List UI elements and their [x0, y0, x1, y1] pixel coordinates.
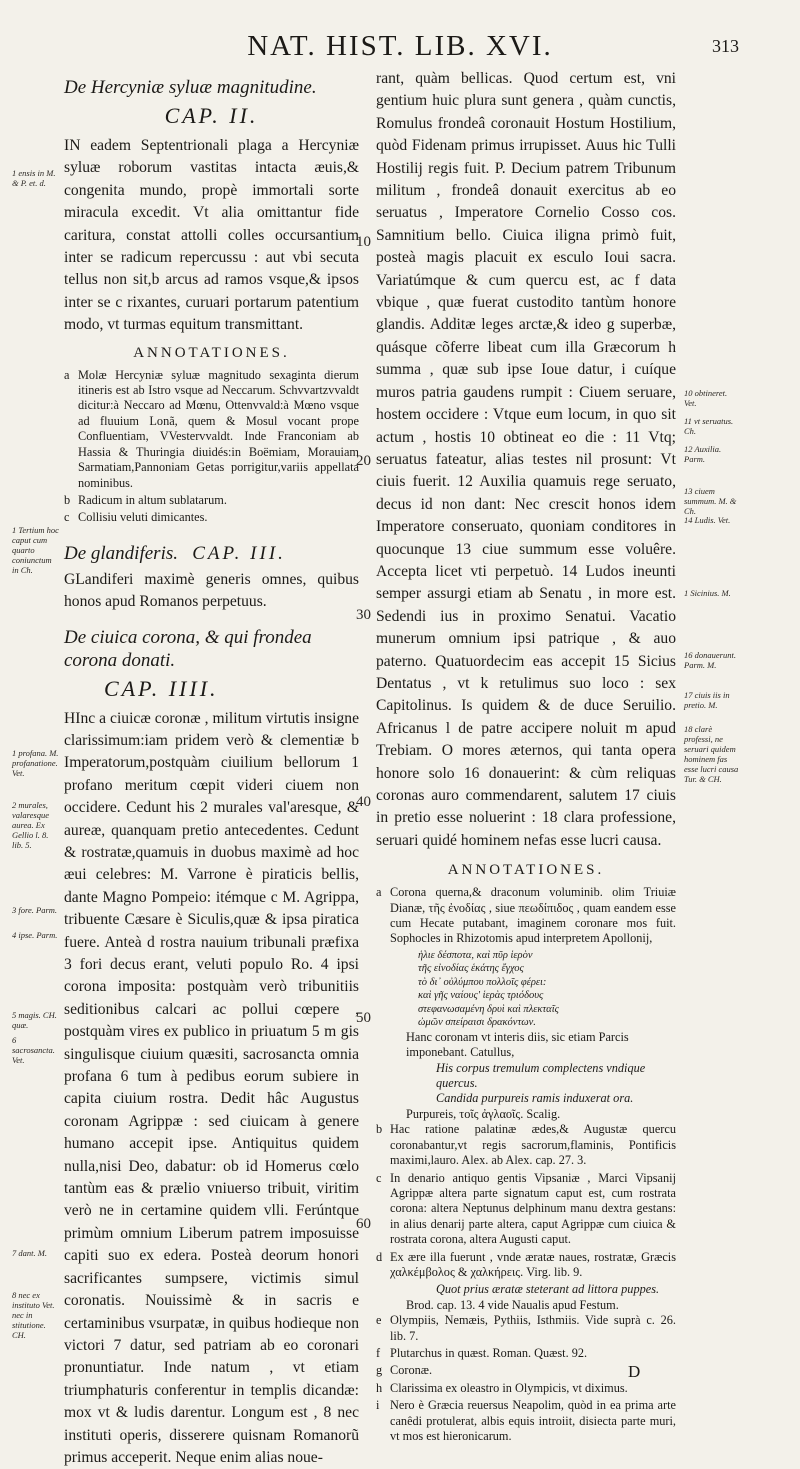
annotations-heading-left: ANNOTATIONES. [133, 344, 290, 361]
note-right-b: b Hac ratione palatinæ ædes,& Augustæ quercu coronabantur,vt regis sacrorum,flaminis, Pontificis maximi,lauro. Alex. ab Alex. cap. 27. 3. [376, 1122, 676, 1168]
right-column [376, 68, 676, 1446]
margin-note-left: 6 sacrosancta. Vet. [12, 1035, 55, 1065]
section1-cap: CAP. II. [164, 103, 259, 128]
greek-verse-line: στεφανωσαμένη δρυὶ καὶ πλεκταῖς [418, 1003, 559, 1015]
section3-title: De ciuica corona, & qui frondea corona donati. [64, 626, 312, 671]
greek-verse-line: ὠμῶν σπείραισι δρακόντων. [418, 1017, 536, 1029]
virgil-verse: Quot prius æratæ steterant ad littora puppes. [436, 1282, 660, 1297]
note-right-d: d Ex ære illa fuerunt , vnde æratæ naues, rostratæ, Græcis χαλκέμβολος & χαλκήρεις. Virg. lib. 9. [376, 1249, 676, 1279]
line-number: 20 [356, 453, 371, 469]
margin-note-right: 16 donauerunt. Parm. M. [684, 650, 736, 670]
margin-note-right: 10 obtineret. Vet. [684, 388, 728, 408]
note-right-c: c In denario antiquo gentis Vipsaniæ , Marci Vipsanij Agrippæ altera parte signatum caput est, cum rostrata corona: altera Neptunus delphinum manu dextra gestans: in alius denarij parte altera, caput Agrippæ cum ciuica & rostrata corona, altera Augusti caput. [376, 1170, 676, 1247]
catullus-verse-2: Candida purpureis ramis induxerat ora. [436, 1091, 634, 1106]
left-column [64, 68, 359, 1469]
note-right-h: h Clarissima ex oleastro in Olympicis, vt diximus. [376, 1380, 628, 1395]
margin-note-left: 1 profana. M. profanatione. Vet. [12, 748, 59, 778]
margin-note-left: 1 ensis in M. & P. et. d. [12, 168, 56, 188]
section3-cap: CAP. IIII. [104, 675, 219, 701]
greek-verse-line: καὶ γῆς ναίους' ἱερὰς τριόδους [418, 990, 544, 1002]
note-right-f: f Plutarchus in quæst. Roman. Quæst. 92. [376, 1345, 588, 1360]
line-number: 60 [356, 1216, 371, 1232]
line-number: 50 [356, 1010, 371, 1026]
margin-note-left: 1 Tertium hoc caput cum quarto coniunctum in Ch. [12, 525, 59, 575]
section2-text: GLandiferi maximè generis omnes, quibus honos apud Romanos perpetuus. [64, 570, 359, 611]
margin-note-right: 18 clarè professi, ne seruari quidem hominem fas esse lucri causa Tur. & CH. [684, 724, 739, 784]
brod-note: Brod. cap. 13. 4 vide Naualis apud Festum. [406, 1297, 619, 1312]
catullus-intro: Hanc coronam vt interis diis, sic etiam Parcis imponebant. Catullus, [406, 1029, 629, 1060]
margin-note-right: 17 ciuis iis in pretio. M. [684, 690, 730, 710]
margin-note-left: 2 murales, valaresque aurea. Ex Gellio l. 8. lib. 5. [12, 800, 49, 850]
note-right-e: e Olympiis, Nemæis, Pythiis, Isthmiis. Vide suprà c. 26. lib. 7. [376, 1313, 676, 1343]
section1-title: De Hercyniæ syluæ magnitudine. [64, 77, 317, 98]
section1-text: IN eadem Septentrionali plaga a Hercyniæ syluæ roborum vastitas intacta æuis,& congenita mundo, propè immortali sorte miracula excedit. Vt alia omittantur fide caritura, constat attolli colles occursantium inter se radicum repercussu : aut vbi secuta tellus non sit,b arcus ad ramos vsque,& ipsos inter se c rixantes, curuari portarum patentium modo, vt turmas equitum transmittant. [64, 137, 359, 334]
note-right-g: g Coronæ. [376, 1363, 433, 1378]
line-number: 40 [356, 794, 371, 810]
margin-note-left: 3 fore. Parm. [12, 905, 58, 915]
note-left-a: a Molæ Hercyniæ syluæ magnitudo sexaginta dierum itineris est ab Istro vsque ad Neccarum. Schvvartzvvaldt dicitur:à Neccaro ad Mœnu, Ottenvvald:à Mœno vsque ad fluuium Lonã, quem & Mosul vocant prope Confluentiam, VVestervvaldt. Inde Franconiam ab Hassia & Thuringia diuidés:in Boëmiam, Morauiam Sarmatiam,Pannoniam Getas porrigitur,variis appellata nominibus. [64, 367, 359, 490]
greek-verse-line: τὸ δι᾽ οὐλύμπου πολλοῖς φέρει: [418, 976, 547, 988]
margin-note-left: 7 dant. M. [12, 1248, 47, 1258]
margin-note-right: 1 Sicinius. M. [684, 588, 731, 598]
page-number: 313 [712, 36, 739, 56]
note-right-a: a Corona querna,& draconum voluminib. olim Triuiæ Dianæ, τῆς ἐνοδίας , siue πεωδίπιδος , quam eandem esse cum Hecate putabant, imaginem coronare mos fuit. Sophocles in Rhizotomis apud interpretem Apollonij, [376, 885, 676, 946]
line-number: 10 [356, 234, 371, 250]
margin-note-left: 8 nec ex instituto Vet. nec in stitutione. CH. [12, 1290, 55, 1340]
right-column-text: rant, quàm bellicas. Quod certum est, vni gentium huic plura sunt genera , quàm cunctis, Romulus frondeâ coronauit Hostum Hostilium, quòd Fidenam primus irrupisset. Auus hic Tulli Hostilij regis fuit. P. Decium patrem Tribunum militum , frondeâ donauit exercitus ab eo seruatus , Imperatore Cornelio Cosso cos. Samnitium bello. Ciuica iligna primò fuit, posteà magis placuit ex esculo Ioui sacra. Variatúmque & cum quercu est, ac f data vbique , quæ fuerat custodito tantùm honore glandis. Additæ leges arctæ,& ideo g superbæ, quásque cõferre libeat cum illa Græcorum h summa , quæ sub ipse Ioue datur, i cuíque muros patria gaudens rumpit : Ciuem seruare, hostem occidere : Vtque eum locum, in quo sit actum , hostis 10 obtineat eo die : 11 Vtq; seruatus fateatur, alias testes nil prosunt: Vt ciuis fuerit. 12 Auxilia quamuis rege seruato, decus id non dant: Nec crescit honos idem Imperatore conseruato, quoniam conditores in quocunque 13 ciue summum esse voluêre. Accepta licet vti perpetuò. 14 Ludos ineunti semper assurgi etiam ab Senatu , in more est. Sedendi ius in proximo Senatui. Vacatio munerum omnium ipsi patrique , & auo paterno. Quatuordecim eas accepit 15 Sicius Dentatus , vt k retulimus suo loco : sex Capitolinus. Is quidem & de duce Seruilio. Africanus l de patre accipere noluit m apud Trebiam. O mores æternos, qui tanta opera honore solo 16 donauerint: & cùm reliquas coronas auro commendarent, salutem 17 ciuis in pretio esse noluerint : 18 clara professione, seruari quidé hominem nefas esse lucri causa. [376, 70, 676, 849]
signature-mark: D [628, 1362, 641, 1381]
greek-verse-line: τῆς εἰνοδίας ἑκάτης ἔγχος [418, 963, 524, 975]
section3-text: HInc a ciuicæ coronæ , militum virtutis insigne clarissimum:iam pridem verò & clementiæ b Imperatorum,postquàm ciuilium bellorum 1 profano meritum cœpit videri ciuem non occidere. Cedunt his 2 murales val'aresque, & aureæ, quanquam pretio antecedentes. Cedunt & rostratæ,quamuis in duobus maximè ad hoc æui celebres: M. Varrone è piraticis bellis, dante Magno Pompeio: itémque c M. Agrippa, tribuente Cæsare è Siculis,quæ & ipsa piratica fuere. Anteà d rostra nauium tribunali præfixa 3 fori decus erant, veluti populo Ro. 4 ipsi corona imposita: postquàm verò tribunitiis seditionibus calcari ac pollui cœpere , postquàm vires ex publico in priuatum 5 m gis singulisque ciuium quæsiti, sacrosancta omnia profana 6 tum à pedibus eorum subiere in capita ciuium rostra. Dedit hâc Augustus coronam Agrippæ : sed ciuicam à genere humano accepit ipse. Antiquitus quidem nulla,nisi Deo, dabatur: ob id Homerus cœlo tantùm eas & prælio vniuerso tribuit, viritim verò ne in certamine quidem vlli. Ferúntque primùm omnium Liberum patrem imposuisse capiti suo ex edera. Posteà deorum honori sacrificantes sumpsere, victimis simul coronatis. Nouissimè & in sacris e certaminibus vsurpatæ, in quibus hodieque non victori 7 datur, sed patriam ab eo coronari pronuntiatur. Inde natum , vt etiam triumphaturis conferentur in templis dicandæ: mox vt & ludis darentur. Longum est , 8 nec instituti operis, disserere quisnam Romanorũ primus acceperit. Neque enim alias noue- [64, 709, 359, 1466]
scaliger-note: Purpureis, τοῖς ἀγλαοῖς. Scalig. [406, 1106, 561, 1121]
note-left-c: c Collisiu veluti dimicantes. [64, 510, 208, 525]
greek-verse-line: ἡλιε δέσποτα, καὶ πῦρ ἱερὸν [418, 949, 533, 961]
margin-note-right: 11 vt seruatus. Ch. [684, 416, 734, 436]
line-number: 30 [356, 607, 371, 623]
margin-note-right: 12 Auxilia. Parm. [684, 444, 722, 464]
annotations-heading-right: ANNOTATIONES. [447, 862, 605, 879]
margin-note-right: 13 ciuem summum. M. & Ch. [684, 486, 737, 516]
running-title: NAT. HIST. LIB. XVI. [247, 30, 553, 62]
section2-title: De glandiferis. CAP. III. [64, 542, 286, 564]
note-left-b: b Radicum in altum sublatarum. [64, 492, 227, 507]
margin-note-right: 14 Ludis. Vet. [684, 515, 731, 525]
catullus-verse-1: His corpus tremulum complectens vndique quercus. [436, 1060, 646, 1091]
margin-note-left: 5 magis. CH. quæ. [12, 1010, 57, 1030]
note-right-i: i Nero è Græcia reuersus Neapolim, quòd in ea prima arte canêdi protulerat, albis equis introiit, disiecta parte muri, vt mos est hieronicarum. [376, 1398, 676, 1443]
margin-note-left: 4 ipse. Parm. [12, 930, 58, 940]
